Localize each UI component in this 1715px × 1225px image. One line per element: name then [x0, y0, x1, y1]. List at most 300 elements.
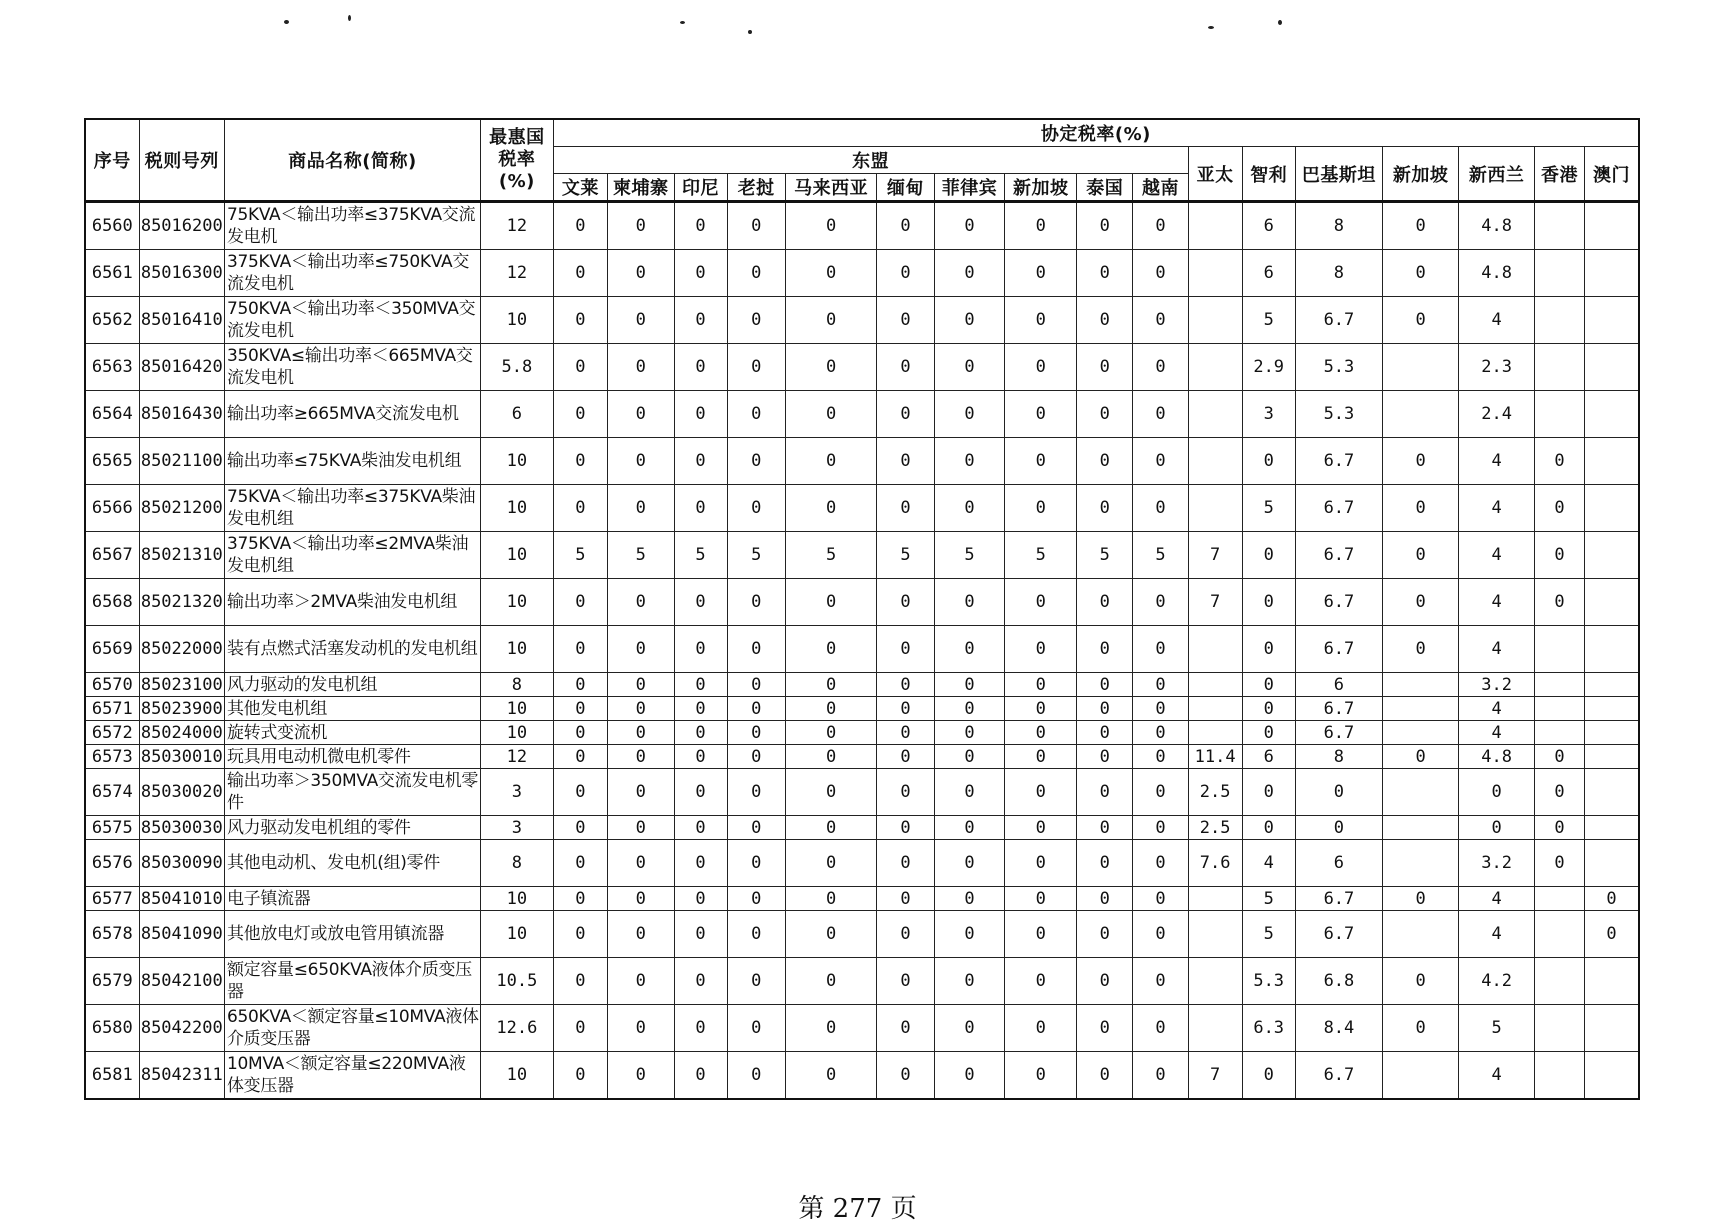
asean-rate-cell: 0	[607, 485, 674, 532]
asean-rate-cell: 0	[1077, 745, 1133, 769]
asean-rate-cell: 0	[877, 297, 934, 344]
agreement-rate-cell: 7	[1188, 532, 1242, 579]
name-cell: 风力驱动发电机组的零件	[224, 816, 480, 840]
agreement-rate-cell	[1535, 673, 1585, 697]
name-cell: 输出功率≥665MVA交流发电机	[224, 391, 480, 438]
table-row	[85, 958, 1639, 1005]
table-row	[85, 1005, 1639, 1052]
col-header-apta: 亚太	[1188, 147, 1242, 202]
seq-cell: 6560	[85, 202, 139, 250]
name-cell: 375KVA＜输出功率≤2MVA柴油发电机组	[224, 532, 480, 579]
asean-rate-cell: 0	[553, 1052, 607, 1100]
agreement-rate-cell: 6.7	[1295, 697, 1382, 721]
asean-rate-cell: 0	[877, 579, 934, 626]
asean-rate-cell: 0	[877, 697, 934, 721]
mfn-cell: 3	[480, 816, 553, 840]
agreement-rate-cell: 4	[1459, 297, 1535, 344]
asean-rate-cell: 0	[674, 697, 727, 721]
agreement-rate-cell	[1535, 958, 1585, 1005]
agreement-rate-cell	[1188, 911, 1242, 958]
asean-rate-cell: 0	[934, 626, 1005, 673]
asean-rate-cell: 0	[674, 579, 727, 626]
asean-rate-cell: 0	[553, 721, 607, 745]
asean-rate-cell: 0	[1077, 816, 1133, 840]
asean-rate-cell: 0	[877, 887, 934, 911]
asean-rate-cell: 0	[727, 391, 785, 438]
asean-rate-cell: 0	[553, 769, 607, 816]
asean-rate-cell: 0	[553, 911, 607, 958]
name-cell: 风力驱动的发电机组	[224, 673, 480, 697]
seq-cell: 6576	[85, 840, 139, 887]
asean-rate-cell: 0	[553, 745, 607, 769]
agreement-rate-cell: 3.2	[1459, 840, 1535, 887]
agreement-rate-cell: 6.7	[1295, 721, 1382, 745]
agreement-rate-cell: 0	[1242, 438, 1295, 485]
asean-rate-cell: 0	[785, 1052, 877, 1100]
mfn-cell: 10.5	[480, 958, 553, 1005]
mfn-cell: 10	[480, 911, 553, 958]
mfn-cell: 10	[480, 297, 553, 344]
col-header-indonesia: 印尼	[674, 174, 727, 202]
col-header-pakistan: 巴基斯坦	[1295, 147, 1382, 202]
seq-cell: 6573	[85, 745, 139, 769]
asean-rate-cell: 0	[553, 344, 607, 391]
agreement-rate-cell	[1188, 297, 1242, 344]
asean-rate-cell: 0	[1077, 579, 1133, 626]
asean-rate-cell: 0	[553, 887, 607, 911]
agreement-rate-cell: 4	[1459, 721, 1535, 745]
mfn-cell: 10	[480, 579, 553, 626]
col-header-cambodia: 柬埔寨	[607, 174, 674, 202]
seq-cell: 6564	[85, 391, 139, 438]
asean-rate-cell: 0	[553, 297, 607, 344]
asean-rate-cell: 0	[674, 438, 727, 485]
agreement-rate-cell	[1585, 816, 1639, 840]
agreement-rate-cell: 6.7	[1295, 297, 1382, 344]
agreement-rate-cell	[1585, 840, 1639, 887]
agreement-rate-cell	[1535, 721, 1585, 745]
agreement-rate-cell	[1535, 1005, 1585, 1052]
agreement-rate-cell: 7.6	[1188, 840, 1242, 887]
asean-rate-cell: 0	[1005, 911, 1077, 958]
agreement-rate-cell	[1585, 721, 1639, 745]
agreement-rate-cell	[1188, 1005, 1242, 1052]
asean-rate-cell: 5	[934, 532, 1005, 579]
asean-rate-cell: 0	[785, 673, 877, 697]
asean-rate-cell: 0	[674, 745, 727, 769]
col-header-hong-kong: 香港	[1535, 147, 1585, 202]
asean-rate-cell: 0	[674, 769, 727, 816]
asean-rate-cell: 0	[877, 391, 934, 438]
agreement-rate-cell	[1535, 391, 1585, 438]
agreement-rate-cell	[1188, 202, 1242, 250]
agreement-rate-cell: 0	[1295, 816, 1382, 840]
agreement-rate-cell	[1188, 438, 1242, 485]
asean-rate-cell: 0	[1005, 745, 1077, 769]
code-cell: 85030090	[139, 840, 224, 887]
asean-rate-cell: 0	[674, 887, 727, 911]
asean-rate-cell: 0	[553, 958, 607, 1005]
asean-rate-cell: 0	[1133, 745, 1188, 769]
agreement-rate-cell: 2.5	[1188, 816, 1242, 840]
asean-rate-cell: 0	[674, 721, 727, 745]
agreement-rate-cell	[1383, 697, 1459, 721]
asean-rate-cell: 0	[1133, 673, 1188, 697]
seq-cell: 6569	[85, 626, 139, 673]
table-header	[85, 119, 1639, 202]
asean-rate-cell: 0	[1077, 485, 1133, 532]
asean-rate-cell: 0	[1133, 697, 1188, 721]
agreement-rate-cell	[1585, 1005, 1639, 1052]
asean-rate-cell: 0	[1133, 887, 1188, 911]
agreement-rate-cell: 4.8	[1459, 202, 1535, 250]
agreement-rate-cell: 4	[1459, 911, 1535, 958]
agreement-rate-cell	[1585, 485, 1639, 532]
scan-speck	[1208, 26, 1214, 29]
name-cell: 额定容量≤650KVA液体介质变压器	[224, 958, 480, 1005]
table-row	[85, 626, 1639, 673]
agreement-rate-cell: 0	[1383, 532, 1459, 579]
asean-rate-cell: 0	[877, 1052, 934, 1100]
asean-rate-cell: 0	[674, 344, 727, 391]
name-cell: 75KVA＜输出功率≤375KVA交流发电机	[224, 202, 480, 250]
asean-rate-cell: 0	[607, 673, 674, 697]
agreement-rate-cell: 0	[1535, 840, 1585, 887]
asean-rate-cell: 0	[1133, 769, 1188, 816]
asean-rate-cell: 0	[934, 840, 1005, 887]
asean-rate-cell: 0	[674, 840, 727, 887]
agreement-rate-cell: 0	[1459, 769, 1535, 816]
asean-rate-cell: 0	[785, 958, 877, 1005]
asean-rate-cell: 0	[727, 579, 785, 626]
asean-rate-cell: 0	[877, 745, 934, 769]
asean-rate-cell: 0	[934, 485, 1005, 532]
table-row	[85, 532, 1639, 579]
asean-rate-cell: 0	[934, 202, 1005, 250]
asean-rate-cell: 0	[877, 1005, 934, 1052]
mfn-cell: 12.6	[480, 1005, 553, 1052]
name-cell: 旋转式变流机	[224, 721, 480, 745]
asean-rate-cell: 0	[785, 911, 877, 958]
agreement-rate-cell: 0	[1535, 579, 1585, 626]
mfn-cell: 10	[480, 532, 553, 579]
asean-rate-cell: 0	[934, 344, 1005, 391]
code-cell: 85042200	[139, 1005, 224, 1052]
agreement-rate-cell: 0	[1242, 697, 1295, 721]
mfn-cell: 10	[480, 887, 553, 911]
asean-rate-cell: 0	[674, 1052, 727, 1100]
asean-rate-cell: 0	[727, 344, 785, 391]
agreement-rate-cell	[1383, 721, 1459, 745]
agreement-rate-cell: 5	[1242, 887, 1295, 911]
agreement-rate-cell: 0	[1383, 250, 1459, 297]
asean-rate-cell: 0	[727, 816, 785, 840]
agreement-rate-cell: 6.7	[1295, 626, 1382, 673]
asean-rate-cell: 0	[1077, 626, 1133, 673]
asean-rate-cell: 0	[607, 887, 674, 911]
agreement-rate-cell: 4	[1459, 532, 1535, 579]
code-cell: 85030020	[139, 769, 224, 816]
code-header: 税则号列	[139, 119, 224, 202]
agreement-rate-cell	[1383, 673, 1459, 697]
asean-rate-cell: 0	[1005, 697, 1077, 721]
agreement-rate-cell	[1188, 626, 1242, 673]
seq-cell: 6568	[85, 579, 139, 626]
asean-rate-cell: 0	[785, 816, 877, 840]
agreement-rate-cell: 3.2	[1459, 673, 1535, 697]
asean-rate-cell: 0	[1133, 344, 1188, 391]
asean-rate-cell: 0	[934, 816, 1005, 840]
agreement-rate-cell: 0	[1242, 816, 1295, 840]
agreement-rate-cell	[1585, 697, 1639, 721]
agreement-rate-cell: 0	[1383, 1005, 1459, 1052]
col-header-singapore-fta: 新加坡	[1383, 147, 1459, 202]
agreement-rate-cell: 6	[1242, 202, 1295, 250]
agreement-rate-cell	[1585, 438, 1639, 485]
asean-rate-cell: 0	[553, 250, 607, 297]
asean-rate-cell: 0	[1133, 721, 1188, 745]
asean-rate-cell: 0	[1005, 202, 1077, 250]
agreement-rate-cell: 0	[1242, 769, 1295, 816]
agreement-rate-cell	[1188, 485, 1242, 532]
code-cell: 85016200	[139, 202, 224, 250]
asean-rate-cell: 0	[1005, 721, 1077, 745]
table-row	[85, 391, 1639, 438]
code-cell: 85016420	[139, 344, 224, 391]
code-cell: 85041090	[139, 911, 224, 958]
table-row	[85, 816, 1639, 840]
asean-rate-cell: 0	[934, 745, 1005, 769]
asean-rate-cell: 0	[727, 1052, 785, 1100]
agreement-rate-cell: 0	[1383, 202, 1459, 250]
asean-rate-cell: 0	[674, 202, 727, 250]
asean-rate-cell: 0	[1133, 911, 1188, 958]
seq-cell: 6574	[85, 769, 139, 816]
agreement-rate-cell: 0	[1383, 958, 1459, 1005]
seq-cell: 6565	[85, 438, 139, 485]
asean-rate-cell: 0	[1005, 344, 1077, 391]
name-cell: 750KVA＜输出功率＜350MVA交流发电机	[224, 297, 480, 344]
asean-rate-cell: 0	[785, 485, 877, 532]
table-row	[85, 202, 1639, 250]
mfn-cell: 10	[480, 626, 553, 673]
name-cell: 350KVA≤输出功率＜665MVA交流发电机	[224, 344, 480, 391]
asean-rate-cell: 0	[1077, 1005, 1133, 1052]
col-header-vietnam: 越南	[1133, 174, 1188, 202]
asean-rate-cell: 0	[607, 769, 674, 816]
agreement-rate-cell: 2.9	[1242, 344, 1295, 391]
agreement-rate-cell: 6.8	[1295, 958, 1382, 1005]
asean-rate-cell: 0	[785, 697, 877, 721]
asean-rate-cell: 0	[785, 887, 877, 911]
asean-rate-cell: 0	[1005, 485, 1077, 532]
agreement-rate-cell	[1585, 626, 1639, 673]
asean-rate-cell: 0	[934, 438, 1005, 485]
agreement-rate-cell: 5	[1459, 1005, 1535, 1052]
agreement-rate-cell: 0	[1535, 816, 1585, 840]
name-cell: 75KVA＜输出功率≤375KVA柴油发电机组	[224, 485, 480, 532]
asean-rate-cell: 0	[727, 721, 785, 745]
seq-cell: 6566	[85, 485, 139, 532]
asean-rate-cell: 0	[674, 816, 727, 840]
asean-rate-cell: 0	[877, 769, 934, 816]
asean-rate-cell: 0	[1005, 626, 1077, 673]
agreement-rate-cell	[1535, 250, 1585, 297]
code-cell: 85042100	[139, 958, 224, 1005]
asean-rate-cell: 0	[727, 626, 785, 673]
agreement-rate-cell	[1585, 391, 1639, 438]
asean-rate-cell: 0	[785, 579, 877, 626]
agreement-rate-cell	[1535, 887, 1585, 911]
agreement-rate-cell	[1188, 887, 1242, 911]
asean-rate-cell: 0	[1077, 958, 1133, 1005]
page-number: 第 277 页	[798, 1194, 917, 1224]
asean-rate-cell: 0	[1005, 391, 1077, 438]
asean-rate-cell: 0	[1133, 958, 1188, 1005]
agreement-rate-cell: 5	[1242, 485, 1295, 532]
table-row	[85, 673, 1639, 697]
asean-rate-cell: 0	[727, 485, 785, 532]
asean-rate-cell: 0	[674, 250, 727, 297]
name-cell: 输出功率＞2MVA柴油发电机组	[224, 579, 480, 626]
asean-rate-cell: 0	[1077, 911, 1133, 958]
asean-rate-cell: 0	[1133, 816, 1188, 840]
agreement-rate-cell: 0	[1242, 721, 1295, 745]
col-header-myanmar: 缅甸	[877, 174, 934, 202]
asean-rate-cell: 0	[553, 626, 607, 673]
agreement-rate-cell: 6.7	[1295, 887, 1382, 911]
asean-rate-cell: 5	[1133, 532, 1188, 579]
agreement-rate-cell: 6.7	[1295, 485, 1382, 532]
agreement-rate-cell: 4	[1459, 579, 1535, 626]
col-header-brunei: 文莱	[553, 174, 607, 202]
asean-rate-cell: 0	[674, 297, 727, 344]
seq-cell: 6575	[85, 816, 139, 840]
asean-rate-cell: 0	[1133, 250, 1188, 297]
asean-rate-cell: 0	[877, 840, 934, 887]
asean-rate-cell: 5	[1077, 532, 1133, 579]
asean-rate-cell: 0	[934, 250, 1005, 297]
asean-rate-cell: 0	[785, 297, 877, 344]
asean-rate-cell: 0	[1005, 887, 1077, 911]
agreement-header: 协定税率(%)	[553, 119, 1639, 147]
agreement-rate-cell	[1383, 344, 1459, 391]
agreement-rate-cell	[1585, 958, 1639, 1005]
mfn-cell: 3	[480, 769, 553, 816]
agreement-rate-cell	[1383, 1052, 1459, 1100]
mfn-cell: 5.8	[480, 344, 553, 391]
agreement-rate-cell	[1585, 769, 1639, 816]
asean-rate-cell: 0	[607, 745, 674, 769]
code-cell: 85016410	[139, 297, 224, 344]
asean-rate-cell: 0	[727, 438, 785, 485]
scan-speck	[748, 30, 752, 34]
asean-rate-cell: 0	[607, 1052, 674, 1100]
asean-rate-cell: 0	[1005, 438, 1077, 485]
asean-rate-cell: 0	[674, 485, 727, 532]
agreement-rate-cell	[1383, 816, 1459, 840]
asean-rate-cell: 0	[1133, 485, 1188, 532]
asean-rate-cell: 0	[553, 673, 607, 697]
mfn-cell: 10	[480, 485, 553, 532]
asean-rate-cell: 0	[877, 816, 934, 840]
asean-rate-cell: 0	[727, 958, 785, 1005]
agreement-rate-cell: 0	[1383, 626, 1459, 673]
asean-rate-cell: 5	[785, 532, 877, 579]
agreement-rate-cell	[1383, 840, 1459, 887]
agreement-rate-cell: 6.7	[1295, 438, 1382, 485]
seq-cell: 6561	[85, 250, 139, 297]
agreement-rate-cell: 0	[1535, 438, 1585, 485]
name-cell: 装有点燃式活塞发动机的发电机组	[224, 626, 480, 673]
asean-rate-cell: 0	[607, 721, 674, 745]
agreement-rate-cell	[1188, 673, 1242, 697]
seq-cell: 6563	[85, 344, 139, 391]
seq-cell: 6571	[85, 697, 139, 721]
seq-header: 序号	[85, 119, 139, 202]
scan-speck	[680, 21, 685, 24]
asean-rate-cell: 0	[1133, 840, 1188, 887]
table-row	[85, 1052, 1639, 1100]
agreement-rate-cell: 0	[1383, 485, 1459, 532]
agreement-rate-cell: 0	[1383, 579, 1459, 626]
agreement-rate-cell	[1535, 202, 1585, 250]
agreement-rate-cell: 4	[1242, 840, 1295, 887]
table-row	[85, 438, 1639, 485]
seq-cell: 6580	[85, 1005, 139, 1052]
asean-rate-cell: 0	[1005, 297, 1077, 344]
asean-rate-cell: 0	[785, 250, 877, 297]
name-cell: 650KVA＜额定容量≤10MVA液体介质变压器	[224, 1005, 480, 1052]
table-row	[85, 697, 1639, 721]
mfn-cell: 8	[480, 673, 553, 697]
agreement-rate-cell	[1535, 1052, 1585, 1100]
asean-rate-cell: 0	[1005, 250, 1077, 297]
asean-rate-cell: 0	[785, 344, 877, 391]
agreement-rate-cell: 2.5	[1188, 769, 1242, 816]
agreement-rate-cell	[1188, 958, 1242, 1005]
asean-rate-cell: 0	[607, 202, 674, 250]
agreement-rate-cell: 0	[1535, 532, 1585, 579]
seq-cell: 6579	[85, 958, 139, 1005]
agreement-rate-cell: 4.8	[1459, 745, 1535, 769]
asean-rate-cell: 0	[1133, 202, 1188, 250]
asean-rate-cell: 0	[1133, 297, 1188, 344]
agreement-rate-cell	[1585, 673, 1639, 697]
mfn-cell: 6	[480, 391, 553, 438]
asean-rate-cell: 0	[934, 721, 1005, 745]
agreement-rate-cell: 5.3	[1295, 391, 1382, 438]
code-cell: 85041010	[140, 888, 223, 909]
asean-rate-cell: 0	[607, 579, 674, 626]
agreement-rate-cell: 0	[1383, 297, 1459, 344]
asean-rate-cell: 0	[674, 391, 727, 438]
asean-rate-cell: 0	[1077, 840, 1133, 887]
asean-rate-cell: 0	[553, 1005, 607, 1052]
agreement-rate-cell: 8	[1295, 250, 1382, 297]
code-cell: 85016430	[139, 391, 224, 438]
asean-rate-cell: 0	[785, 1005, 877, 1052]
asean-rate-cell: 0	[877, 673, 934, 697]
col-header-thailand: 泰国	[1077, 174, 1133, 202]
agreement-rate-cell: 0	[1585, 887, 1639, 911]
asean-rate-cell: 0	[727, 250, 785, 297]
table-row	[85, 579, 1639, 626]
asean-rate-cell: 0	[727, 911, 785, 958]
agreement-rate-cell	[1585, 1052, 1639, 1100]
asean-rate-cell: 0	[607, 391, 674, 438]
asean-rate-cell: 0	[877, 721, 934, 745]
